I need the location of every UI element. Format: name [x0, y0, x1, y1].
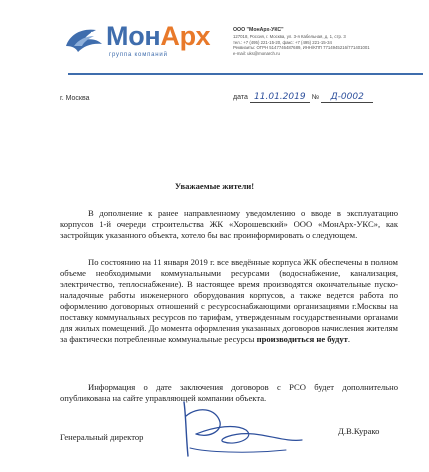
salutation: Уважаемые жители! — [174, 181, 255, 191]
paragraph-status-text: По состоянию на 11 января 2019 г. все введённые корпуса ЖК обеспечены в полном объеме необходимыми коммунальными ресурсами (водоснабжение, канализация, электричество, теплоснабжение). В настоящее время производятся окончательные пуско-наладочные работы инженерного оборудования корпусов, а также ведется работа по оформлению договорных отношений с ресурсоснабжающими организациями г.Москвы на поставку коммунальных ресурсов по тарифам, утвержденным государственными органами для жилых помещений. До момента оформления указанных договоров начисления жителям за фактически потребленные коммунальные ресурсы — [60, 257, 398, 344]
paragraph-intro: В дополнение к ранее направленному уведомлению о вводе в эксплуатацию корпусов 1-й очереди строительства ЖК «Хорошевский» ООО «МонАрх-УКС», как застройщик указанного объекта, хотело бы вас проинформировать о следующем. — [60, 208, 398, 240]
org-details — [233, 27, 423, 56]
signer-name: Д.В.Курако — [338, 426, 380, 436]
date-label: дата — [233, 94, 248, 101]
paragraph-status — [60, 257, 398, 345]
paragraph-status-bold: производиться не будут — [256, 334, 348, 344]
paragraph-status-end: . — [347, 334, 351, 344]
org-requisites: Реквизиты: ОГРН 5147746487689, ИНН/КПП 7714945216/771401001 — [233, 45, 370, 51]
number-value: Д-0002 — [321, 92, 373, 103]
logo-main: Мон — [106, 21, 161, 51]
paragraph-info: Информация о дате заключения договоров с РСО будет дополнительно опубликована на сайте управляющей компании объекта. — [60, 382, 398, 403]
logo-wordmark — [106, 23, 210, 50]
org-address: 127018, Россия, г. Москва, ул. 3-я Кабельная, д. 1, стр. 3 — [233, 34, 346, 39]
org-phone: тел.: +7 (495) 221-15-20, факс: +7 (495) 221-15-34 — [233, 39, 332, 45]
number-label: № — [311, 94, 320, 101]
date-value: 11.01.2019 — [250, 92, 310, 103]
header-divider — [68, 73, 423, 75]
org-email: e-mail: uks@monarch.ru — [233, 50, 280, 56]
handwritten-signature-icon — [176, 396, 306, 466]
logo-accent: Арх — [160, 21, 211, 51]
city: г. Москва — [60, 95, 90, 102]
signer-title: Генеральный директор — [60, 432, 144, 442]
date-number-row — [233, 92, 373, 103]
logo-subtitle: группа компаний — [109, 52, 168, 58]
logo-bird-icon — [62, 24, 104, 56]
org-name: ООО "МонАрх-УКС" — [233, 27, 284, 33]
